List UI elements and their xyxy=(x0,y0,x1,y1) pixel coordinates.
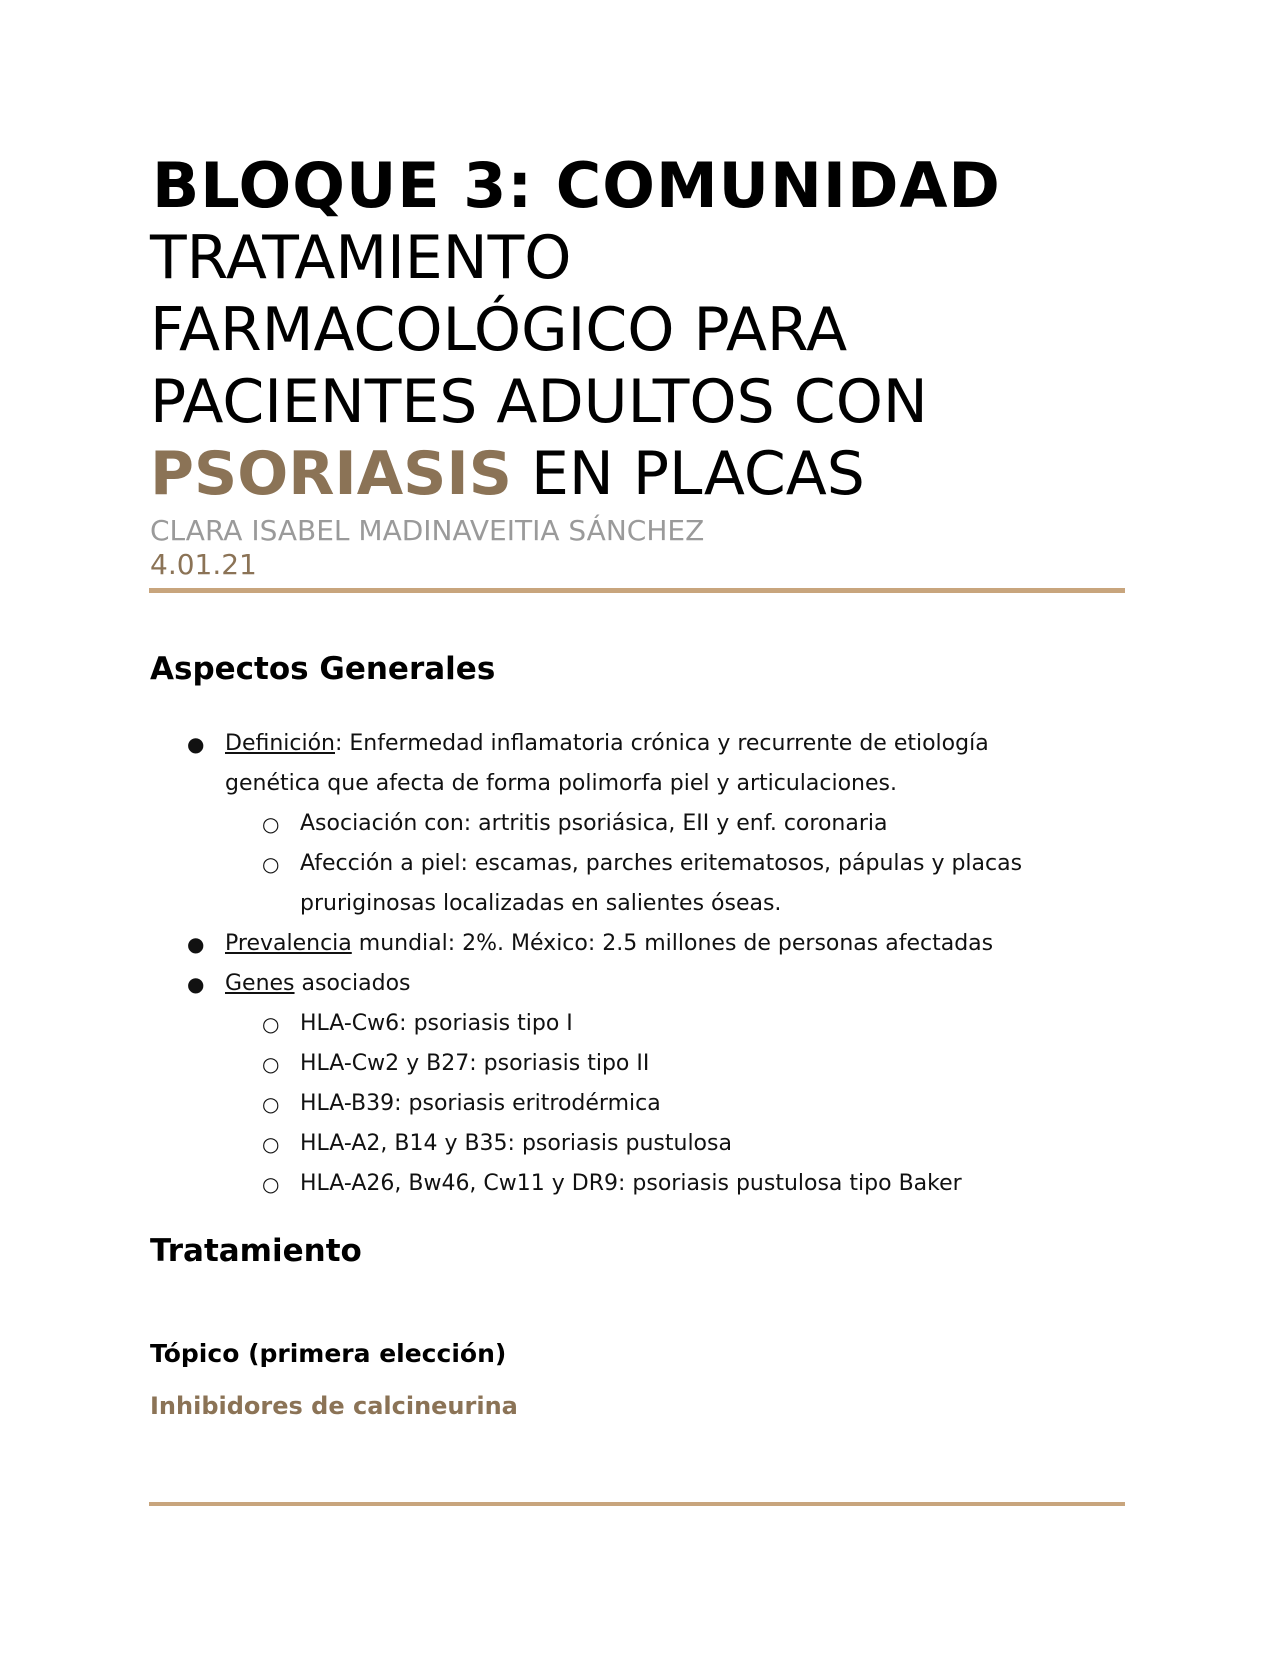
bullet-hollow-icon: ○ xyxy=(262,1012,280,1036)
sub-item-text: Afección a piel: escamas, parches eritematosos, pápulas y placas pruriginosas localizadas en salientes óseas. xyxy=(300,851,1023,916)
bullet-hollow-icon: ○ xyxy=(262,812,280,836)
header-divider xyxy=(149,588,1125,593)
title-line-1: TRATAMIENTO xyxy=(150,223,572,293)
document-title xyxy=(150,222,928,510)
title-highlight-psoriasis: PSORIASIS xyxy=(150,439,512,509)
list-item-gene-4 xyxy=(0,1124,1080,1164)
footer-divider xyxy=(149,1502,1125,1506)
sub-item-text: HLA-A2, B14 y B35: psoriasis pustulosa xyxy=(300,1131,732,1156)
block-title: BLOQUE 3: COMUNIDAD xyxy=(152,149,1001,222)
sub-item-text: HLA-Cw2 y B27: psoriasis tipo II xyxy=(300,1051,650,1076)
definicion-label: Definición xyxy=(225,731,335,756)
bullet-hollow-icon: ○ xyxy=(262,1172,280,1196)
aspectos-list xyxy=(0,724,1280,1204)
bullet-hollow-icon: ○ xyxy=(262,852,280,876)
prevalencia-label: Prevalencia xyxy=(225,931,352,956)
bullet-filled-icon: ● xyxy=(187,972,205,996)
list-item-definicion xyxy=(0,724,1055,804)
sub-item-text: HLA-B39: psoriasis eritrodérmica xyxy=(300,1091,661,1116)
bullet-filled-icon: ● xyxy=(187,732,205,756)
sub-item-text: Asociación con: artritis psoriásica, EII y enf. coronaria xyxy=(300,811,888,836)
title-tail: EN PLACAS xyxy=(511,439,865,509)
bullet-hollow-icon: ○ xyxy=(262,1052,280,1076)
bullet-hollow-icon: ○ xyxy=(262,1132,280,1156)
list-item-gene-2 xyxy=(0,1044,1080,1084)
genes-text: asociados xyxy=(294,971,411,996)
list-item-prevalencia xyxy=(0,924,1055,964)
list-item-asociacion xyxy=(0,804,1080,844)
title-line-2: FARMACOLÓGICO PARA xyxy=(150,295,848,365)
sub-item-text: HLA-Cw6: psoriasis tipo I xyxy=(300,1011,573,1036)
section-heading-tratamiento: Tratamiento xyxy=(150,1233,362,1269)
subheading-topico: Tópico (primera elección) xyxy=(150,1339,507,1368)
title-line-3: PACIENTES ADULTOS CON xyxy=(150,367,928,437)
section-heading-aspectos-generales: Aspectos Generales xyxy=(150,651,496,687)
bullet-filled-icon: ● xyxy=(187,932,205,956)
list-item-gene-1 xyxy=(0,1004,1080,1044)
bullet-hollow-icon: ○ xyxy=(262,1092,280,1116)
sub-item-text: HLA-A26, Bw46, Cw11 y DR9: psoriasis pustulosa tipo Baker xyxy=(300,1171,962,1196)
list-item-afeccion-piel xyxy=(0,844,1080,924)
title-line-4 xyxy=(150,438,928,510)
list-item-genes xyxy=(0,964,1055,1004)
subheading-inhibidores-calcineurina: Inhibidores de calcineurina xyxy=(150,1392,518,1420)
definicion-text: : Enfermedad inflamatoria crónica y recurrente de etiología genética que afecta de forma polimorfa piel y articulaciones. xyxy=(225,731,989,796)
document-date: 4.01.21 xyxy=(150,548,257,581)
genes-label: Genes xyxy=(225,971,295,996)
author-name: CLARA ISABEL MADINAVEITIA SÁNCHEZ xyxy=(150,514,705,547)
prevalencia-text: mundial: 2%. México: 2.5 millones de personas afectadas xyxy=(351,931,994,956)
list-item-gene-3 xyxy=(0,1084,1080,1124)
list-item-gene-5 xyxy=(0,1164,1080,1204)
